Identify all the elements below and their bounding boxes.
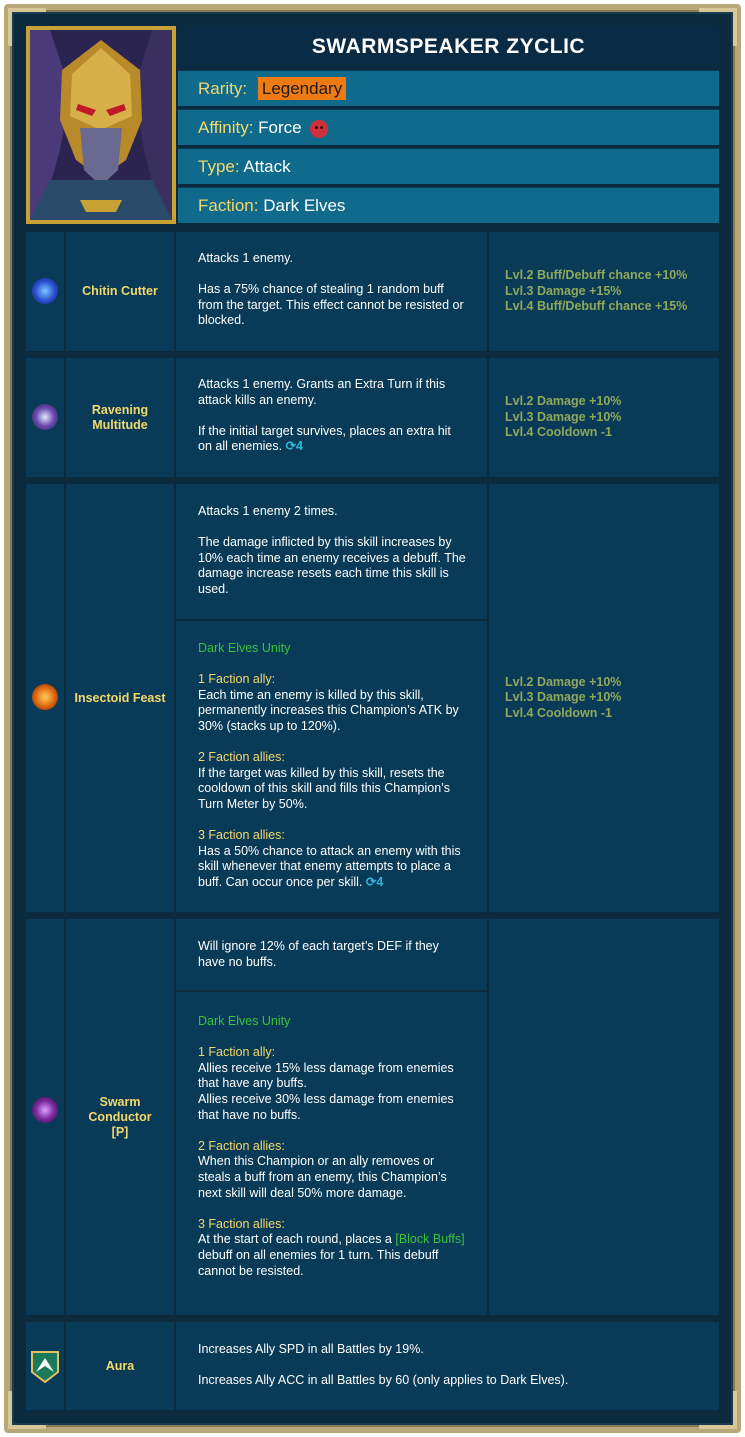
skill-levels: [489, 232, 719, 351]
skill-desc-line: Attacks 1 enemy. Grants an Extra Turn if this attack kills an enemy.: [198, 377, 446, 407]
level-line: Lvl.4 Buff/Debuff chance +15%: [505, 299, 688, 314]
level-line: Lvl.2 Buff/Debuff chance +10%: [505, 268, 688, 283]
type-label: Type:: [198, 157, 240, 176]
affinity-value: Force: [258, 118, 302, 137]
skill-desc-line: Will ignore 12% of each target’s DEF if they have no buffs.: [198, 939, 439, 969]
unity-tier: 1 Faction ally: Allies receive 15% less damage from enemies that have any buffs. Allies receive 30% less damage from enemies that have no buffs.: [198, 1045, 454, 1122]
type-value: Attack: [243, 157, 291, 176]
swarm-icon: [32, 404, 58, 430]
level-line: Lvl.3 Damage +10%: [505, 690, 622, 705]
skill-description: [176, 919, 487, 990]
faction-value: Dark Elves: [263, 196, 346, 215]
insect-flame-icon: [32, 684, 58, 710]
skill-levels: [489, 358, 719, 477]
cooldown-value: 4: [376, 874, 384, 889]
skill-desc-line: Has a 75% chance of stealing 1 random buff from the target. This effect cannot be resisted or blocked.: [198, 282, 464, 328]
aura-line: Increases Ally ACC in all Battles by 60 (only applies to Dark Elves).: [198, 1373, 569, 1388]
cooldown-value: 4: [296, 439, 303, 454]
unity-title: Dark Elves Unity: [198, 641, 291, 655]
aura-name: Aura: [66, 1322, 174, 1410]
cooldown-icon: ⟳4: [285, 439, 303, 454]
unity-title: Dark Elves Unity: [198, 1014, 291, 1028]
winged-shield-icon: [30, 1350, 60, 1384]
skill-description: [176, 232, 487, 351]
rarity-label: Rarity:: [198, 79, 248, 98]
skill-desc-line: Attacks 1 enemy.: [198, 251, 293, 265]
faction-unity-block: [176, 992, 487, 1315]
level-line: Lvl.3 Damage +10%: [505, 409, 622, 424]
block-buffs-debuff: [Block Buffs]: [395, 1232, 465, 1247]
skill-description: [176, 484, 487, 619]
scythe-swirl-icon: [32, 278, 58, 304]
type-row: [178, 148, 719, 184]
level-line: Lvl.4 Cooldown -1: [505, 705, 612, 720]
skill-name: Insectoid Feast: [66, 484, 174, 912]
rarity-badge: Legendary: [258, 77, 346, 100]
skill-name: Ravening Multitude: [66, 358, 174, 477]
faction-row: [178, 187, 719, 223]
skill-description: [176, 358, 487, 477]
unity-tier: 3 Faction allies: At the start of each round, places a [Block Buffs] debuff on all enemies for 1 turn. This debuff cannot be resisted.: [198, 1216, 465, 1278]
force-skull-icon: [310, 120, 328, 138]
level-line: Lvl.3 Damage +15%: [505, 283, 622, 298]
faction-unity-block: [176, 621, 487, 912]
aura-row: [26, 1322, 719, 1410]
skill-row-swarm-conductor: [26, 919, 719, 1315]
champion-portrait-icon: [30, 30, 172, 220]
unity-tier: 2 Faction allies: If the target was killed by this skill, resets the cooldown of this skill and fills this Champion’s Turn Meter by 50%.: [198, 750, 450, 811]
level-line: Lvl.2 Damage +10%: [505, 394, 622, 409]
skill-name: Swarm Conductor [P]: [66, 919, 174, 1315]
unity-tier: 1 Faction ally: Each time an enemy is killed by this skill, permanently increases this Champion’s ATK by 30% (stacks up to 120%).: [198, 672, 459, 733]
level-line: Lvl.2 Damage +10%: [505, 674, 622, 689]
affinity-label: Affinity:: [198, 118, 254, 137]
unity-tier: 3 Faction allies: Has a 50% chance to attack an enemy with this skill whenever that enemy attempts to place a buff. Can occur once per skill. ⟳4: [198, 828, 461, 889]
skill-desc-line: The damage inflicted by this skill increases by 10% each time an enemy receives a debuff. The damage increase resets each time this skill is used.: [198, 535, 466, 596]
aura-description: [176, 1322, 719, 1410]
level-line: Lvl.4 Cooldown -1: [505, 425, 612, 440]
skill-name: Chitin Cutter: [66, 232, 174, 351]
faction-label: Faction:: [198, 196, 259, 215]
skill-row-ravening-multitude: [26, 358, 719, 477]
champion-name: SWARMSPEAKER ZYCLIC: [178, 26, 719, 68]
champion-portrait: [26, 26, 176, 224]
beetle-icon: [32, 1097, 58, 1123]
skill-levels: [489, 919, 719, 1315]
skill-desc-line: If the initial target survives, places an extra hit on all enemies. ⟳4: [198, 423, 451, 454]
skill-row-chitin-cutter: [26, 232, 719, 351]
aura-line: Increases Ally SPD in all Battles by 19%.: [198, 1342, 424, 1356]
rarity-row: [178, 70, 719, 106]
skill-row-insectoid-feast: [26, 484, 719, 912]
skill-levels: [489, 484, 719, 912]
affinity-row: [178, 109, 719, 145]
cooldown-icon: ⟳4: [365, 874, 384, 889]
unity-tier: 2 Faction allies: When this Champion or an ally removes or steals a buff from an enemy, this Champion’s next skill will deal 50% more damage.: [198, 1138, 447, 1200]
skill-desc-line: Attacks 1 enemy 2 times.: [198, 504, 338, 518]
